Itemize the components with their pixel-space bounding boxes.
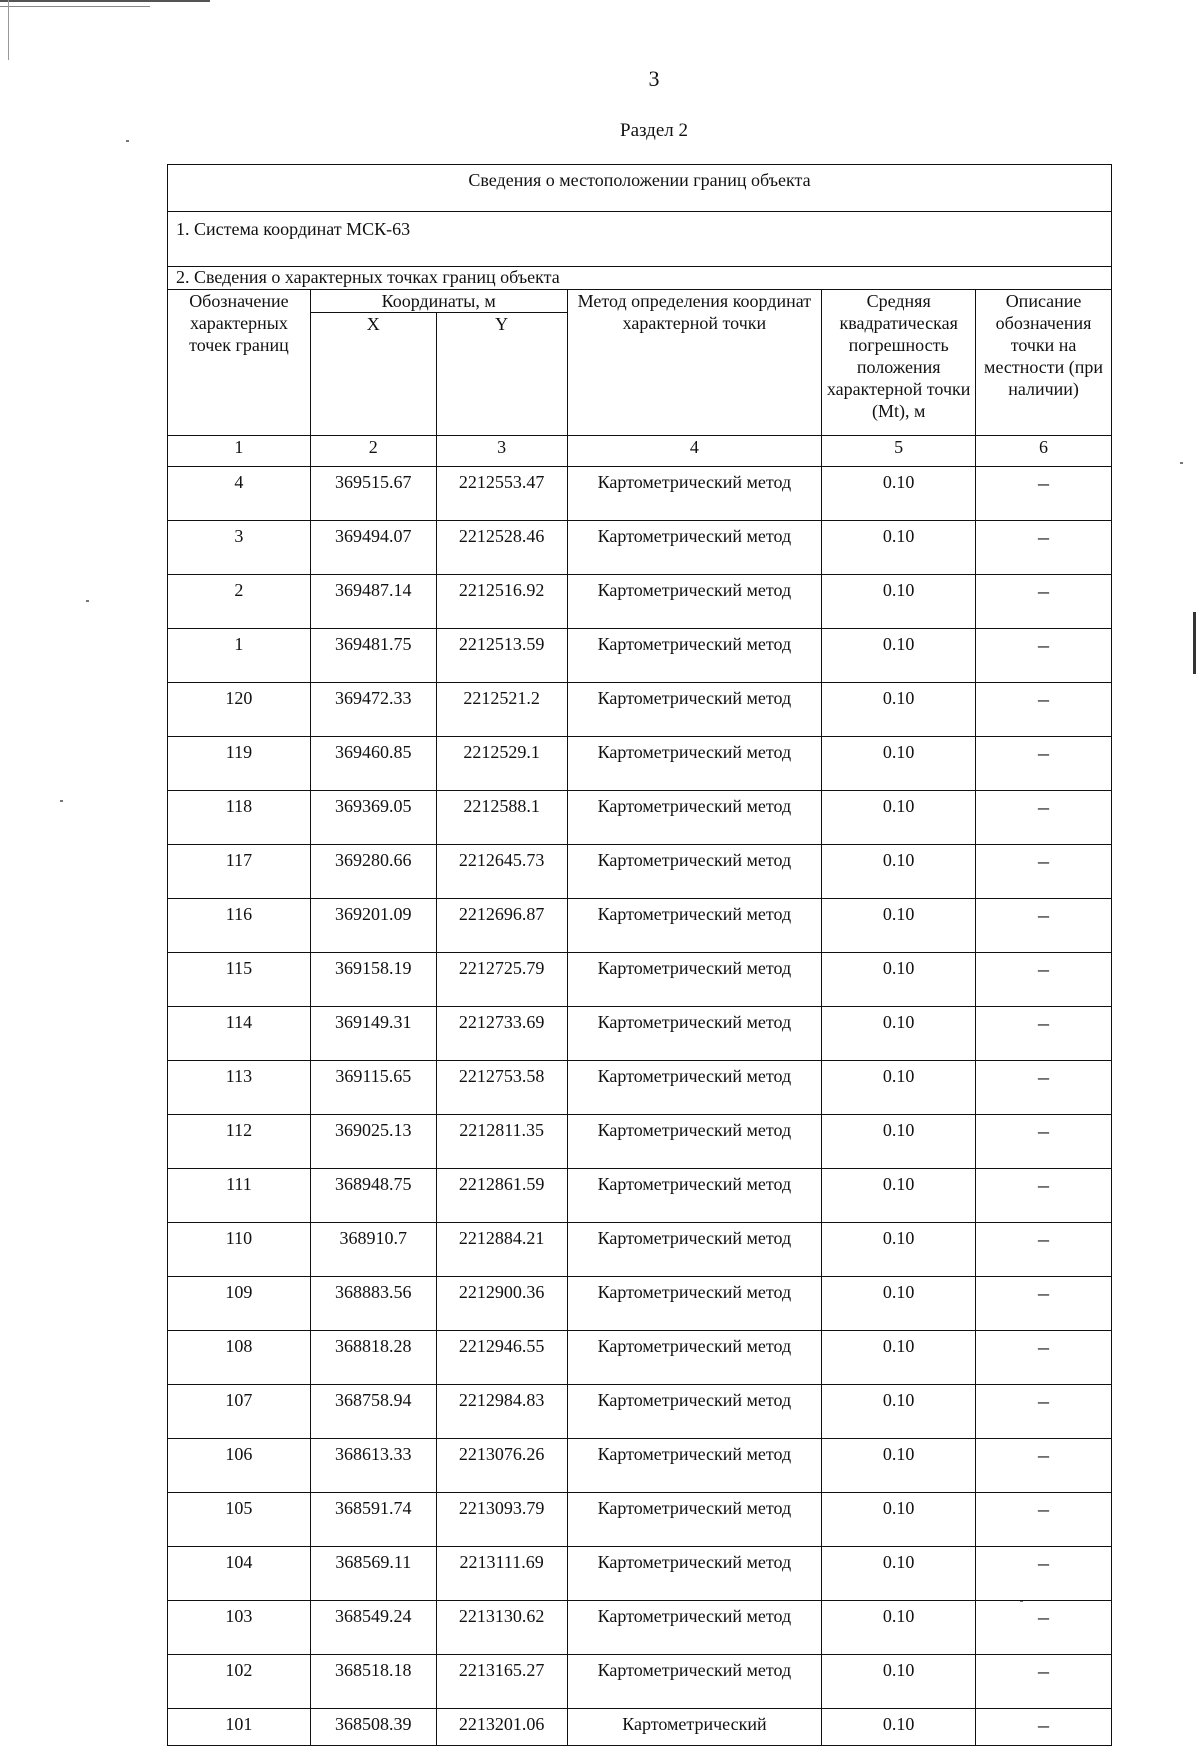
- coord-y: 2213076.26: [436, 1439, 567, 1493]
- description: –: [976, 683, 1112, 737]
- description: –: [976, 1709, 1112, 1746]
- description: –: [976, 1331, 1112, 1385]
- coordinate-system: 1. Система координат МСК-63: [168, 212, 1112, 267]
- section-title: Раздел 2: [620, 120, 688, 141]
- table-row: [168, 1331, 1112, 1385]
- column-number: 1: [168, 436, 311, 467]
- coord-x: 369487.14: [310, 575, 436, 629]
- coord-x: 369280.66: [310, 845, 436, 899]
- table-row: [168, 791, 1112, 845]
- description: –: [976, 1115, 1112, 1169]
- mean-error: 0.10: [822, 1223, 976, 1277]
- coord-y: 2212696.87: [436, 899, 567, 953]
- coord-y: 2213093.79: [436, 1493, 567, 1547]
- boundary-points-table: [167, 164, 1112, 1746]
- method: Картометрический метод: [567, 737, 822, 791]
- coord-y: 2213111.69: [436, 1547, 567, 1601]
- column-number: 4: [567, 436, 822, 467]
- description: –: [976, 1493, 1112, 1547]
- mean-error: 0.10: [822, 1385, 976, 1439]
- point-id: 113: [168, 1061, 311, 1115]
- mean-error: 0.10: [822, 1115, 976, 1169]
- scan-speck: [86, 600, 89, 602]
- mean-error: 0.10: [822, 1061, 976, 1115]
- coord-x: 368569.11: [310, 1547, 436, 1601]
- method: Картометрический метод: [567, 467, 822, 521]
- coord-x: 369201.09: [310, 899, 436, 953]
- description: –: [976, 737, 1112, 791]
- description: –: [976, 845, 1112, 899]
- coord-y: 2212946.55: [436, 1331, 567, 1385]
- coord-y: 2213130.62: [436, 1601, 567, 1655]
- coord-x: 368613.33: [310, 1439, 436, 1493]
- coord-x: 369158.19: [310, 953, 436, 1007]
- coord-x: 368910.7: [310, 1223, 436, 1277]
- point-id: 120: [168, 683, 311, 737]
- point-id: 106: [168, 1439, 311, 1493]
- scan-speck: [60, 800, 63, 802]
- mean-error: 0.10: [822, 737, 976, 791]
- table-row: [168, 1439, 1112, 1493]
- points-section-title: 2. Сведения о характерных точках границ объекта: [168, 267, 1112, 290]
- column-number: 2: [310, 436, 436, 467]
- method: Картометрический метод: [567, 845, 822, 899]
- header-method: Метод определения координат характерной точки: [567, 290, 822, 436]
- point-id: 102: [168, 1655, 311, 1709]
- point-id: 103: [168, 1601, 311, 1655]
- point-id: 112: [168, 1115, 311, 1169]
- scan-artifact-left: [8, 0, 9, 60]
- coord-y: 2212725.79: [436, 953, 567, 1007]
- point-id: 116: [168, 899, 311, 953]
- page-number: 3: [648, 66, 660, 91]
- point-id: 2: [168, 575, 311, 629]
- method: Картометрический метод: [567, 1277, 822, 1331]
- scan-artifact-right-bar: [1193, 612, 1196, 674]
- table-row: [168, 1277, 1112, 1331]
- coord-x: 369472.33: [310, 683, 436, 737]
- description: –: [976, 467, 1112, 521]
- point-id: 1: [168, 629, 311, 683]
- method: Картометрический метод: [567, 1007, 822, 1061]
- table-row: [168, 1655, 1112, 1709]
- table-row: [168, 1223, 1112, 1277]
- point-id: 109: [168, 1277, 311, 1331]
- method: Картометрический метод: [567, 1169, 822, 1223]
- coord-x: 369149.31: [310, 1007, 436, 1061]
- table-row: [168, 1547, 1112, 1601]
- method: Картометрический метод: [567, 791, 822, 845]
- description: –: [976, 953, 1112, 1007]
- method: Картометрический метод: [567, 1331, 822, 1385]
- method: Картометрический метод: [567, 1493, 822, 1547]
- table-row: [168, 521, 1112, 575]
- coord-y: 2212753.58: [436, 1061, 567, 1115]
- mean-error: 0.10: [822, 575, 976, 629]
- table-row: [168, 845, 1112, 899]
- header-error: Средняя квадратическая погрешность положения характерной точки (Mt), м: [822, 290, 976, 436]
- coord-x: 369115.65: [310, 1061, 436, 1115]
- point-id: 4: [168, 467, 311, 521]
- table-row: [168, 629, 1112, 683]
- method: Картометрический метод: [567, 899, 822, 953]
- point-id: 119: [168, 737, 311, 791]
- header-x: X: [310, 313, 436, 436]
- table-row: [168, 737, 1112, 791]
- method: Картометрический метод: [567, 1115, 822, 1169]
- mean-error: 0.10: [822, 1007, 976, 1061]
- method: Картометрический метод: [567, 629, 822, 683]
- coord-x: 369369.05: [310, 791, 436, 845]
- table-row: [168, 1493, 1112, 1547]
- coord-y: 2213201.06: [436, 1709, 567, 1746]
- column-number: 3: [436, 436, 567, 467]
- coord-y: 2212528.46: [436, 521, 567, 575]
- mean-error: 0.10: [822, 521, 976, 575]
- point-id: 117: [168, 845, 311, 899]
- method: Картометрический метод: [567, 683, 822, 737]
- description: –: [976, 899, 1112, 953]
- coord-y: 2212984.83: [436, 1385, 567, 1439]
- table-row: [168, 683, 1112, 737]
- table-body: [168, 467, 1112, 1746]
- header-y: Y: [436, 313, 567, 436]
- coord-x: 369481.75: [310, 629, 436, 683]
- point-id: 115: [168, 953, 311, 1007]
- point-id: 114: [168, 1007, 311, 1061]
- header-coordinates: Координаты, м: [310, 290, 567, 313]
- coord-x: 368549.24: [310, 1601, 436, 1655]
- coord-x: 369515.67: [310, 467, 436, 521]
- point-id: 118: [168, 791, 311, 845]
- coord-y: 2212733.69: [436, 1007, 567, 1061]
- method: Картометрический метод: [567, 1601, 822, 1655]
- method: Картометрический метод: [567, 1061, 822, 1115]
- coord-y: 2212516.92: [436, 575, 567, 629]
- table-row: [168, 1169, 1112, 1223]
- description: –: [976, 1439, 1112, 1493]
- mean-error: 0.10: [822, 1493, 976, 1547]
- coord-y: 2212900.36: [436, 1277, 567, 1331]
- mean-error: 0.10: [822, 1655, 976, 1709]
- mean-error: 0.10: [822, 953, 976, 1007]
- mean-error: 0.10: [822, 467, 976, 521]
- mean-error: 0.10: [822, 1709, 976, 1746]
- column-number: 5: [822, 436, 976, 467]
- description: –: [976, 1169, 1112, 1223]
- point-id: 104: [168, 1547, 311, 1601]
- method: Картометрический метод: [567, 521, 822, 575]
- description: –: [976, 1385, 1112, 1439]
- description: –: [976, 1655, 1112, 1709]
- coord-y: 2213165.27: [436, 1655, 567, 1709]
- description: –: [976, 1007, 1112, 1061]
- scan-artifact-top-2: [0, 6, 150, 7]
- description: –: [976, 521, 1112, 575]
- header-description: Описание обозначения точки на местности (при наличии): [976, 290, 1112, 436]
- table-row: [168, 1385, 1112, 1439]
- table-row: [168, 1115, 1112, 1169]
- mean-error: 0.10: [822, 1331, 976, 1385]
- coord-y: 2212521.2: [436, 683, 567, 737]
- mean-error: 0.10: [822, 683, 976, 737]
- description: –: [976, 575, 1112, 629]
- method: Картометрический метод: [567, 1655, 822, 1709]
- mean-error: 0.10: [822, 629, 976, 683]
- coord-x: 368758.94: [310, 1385, 436, 1439]
- table-row: [168, 467, 1112, 521]
- coord-y: 2212861.59: [436, 1169, 567, 1223]
- table-row: [168, 1007, 1112, 1061]
- description: –: [976, 629, 1112, 683]
- method: Картометрический метод: [567, 1223, 822, 1277]
- coord-y: 2212884.21: [436, 1223, 567, 1277]
- mean-error: 0.10: [822, 845, 976, 899]
- coord-x: 369494.07: [310, 521, 436, 575]
- point-id: 107: [168, 1385, 311, 1439]
- coord-x: 368883.56: [310, 1277, 436, 1331]
- coord-x: 369460.85: [310, 737, 436, 791]
- description: –: [976, 1223, 1112, 1277]
- point-id: 3: [168, 521, 311, 575]
- table-row: [168, 899, 1112, 953]
- point-id: 110: [168, 1223, 311, 1277]
- description: –: [976, 1601, 1112, 1655]
- mean-error: 0.10: [822, 1439, 976, 1493]
- table-row: [168, 953, 1112, 1007]
- description: –: [976, 1277, 1112, 1331]
- table-row: [168, 1709, 1112, 1746]
- mean-error: 0.10: [822, 1277, 976, 1331]
- coord-x: 368818.28: [310, 1331, 436, 1385]
- header-designation: Обозначение характерных точек границ: [168, 290, 311, 436]
- method: Картометрический метод: [567, 1547, 822, 1601]
- coord-y: 2212645.73: [436, 845, 567, 899]
- description: –: [976, 1061, 1112, 1115]
- description: –: [976, 791, 1112, 845]
- method: Картометрический: [567, 1709, 822, 1746]
- coord-x: 368591.74: [310, 1493, 436, 1547]
- coord-x: 368508.39: [310, 1709, 436, 1746]
- method: Картометрический метод: [567, 953, 822, 1007]
- coord-y: 2212588.1: [436, 791, 567, 845]
- method: Картометрический метод: [567, 1439, 822, 1493]
- coord-y: 2212811.35: [436, 1115, 567, 1169]
- table-row: [168, 1061, 1112, 1115]
- method: Картометрический метод: [567, 575, 822, 629]
- point-id: 108: [168, 1331, 311, 1385]
- table-caption: Сведения о местоположении границ объекта: [168, 165, 1112, 212]
- point-id: 101: [168, 1709, 311, 1746]
- table-row: [168, 1601, 1112, 1655]
- column-numbers-row: [168, 436, 1112, 467]
- mean-error: 0.10: [822, 1601, 976, 1655]
- scan-speck: [1180, 462, 1183, 464]
- point-id: 105: [168, 1493, 311, 1547]
- table-row: [168, 575, 1112, 629]
- mean-error: 0.10: [822, 1547, 976, 1601]
- mean-error: 0.10: [822, 899, 976, 953]
- method: Картометрический метод: [567, 1385, 822, 1439]
- coord-x: 369025.13: [310, 1115, 436, 1169]
- mean-error: 0.10: [822, 1169, 976, 1223]
- point-id: 111: [168, 1169, 311, 1223]
- coord-y: 2212513.59: [436, 629, 567, 683]
- mean-error: 0.10: [822, 791, 976, 845]
- coord-y: 2212553.47: [436, 467, 567, 521]
- description: –: [976, 1547, 1112, 1601]
- column-number: 6: [976, 436, 1112, 467]
- coord-y: 2212529.1: [436, 737, 567, 791]
- scan-artifact-top: [0, 0, 210, 2]
- coord-x: 368518.18: [310, 1655, 436, 1709]
- coord-x: 368948.75: [310, 1169, 436, 1223]
